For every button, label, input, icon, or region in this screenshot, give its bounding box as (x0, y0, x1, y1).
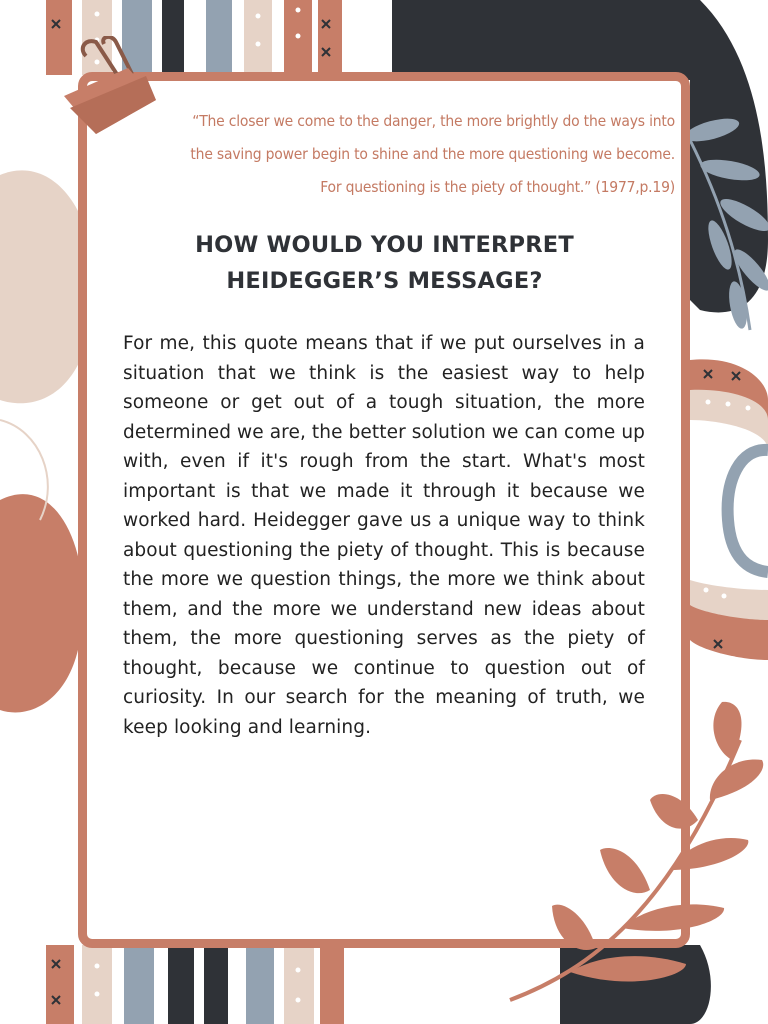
heidegger-quote: “The closer we come to the danger, the more brightly do the ways into the saving power begin to shine and the more questioning we become. For questioning is the piety of thought.” (1977,p.19) (190, 112, 675, 196)
interpretation-text: For me, this quote means that if we put ourselves in a situation that we think is the easiest way to help someone or get out of a tough situation, the more determined we are, the better solution we can come up with, even if it's rough from the start. What's most important is that we made it through it because we worked hard. Heidegger gave us a unique way to think about questioning the piety of thought. This is because the more we question things, the more we think about them, and the more we understand new ideas about them, the more questioning serves as the piety of thought, because we continue to question out of curiosity. In our search for the meaning of truth, we keep looking and learning. (123, 333, 645, 738)
right-rainbow (690, 359, 768, 660)
binder-clip-icon (56, 36, 166, 146)
leaf-branch-icon (500, 700, 768, 1020)
bottom-stripes (46, 945, 344, 1024)
page-heading: HOW WOULD YOU INTERPRET HEIDEGGER’S MESSAGE? (195, 232, 574, 294)
left-terracotta-blob (0, 494, 83, 712)
